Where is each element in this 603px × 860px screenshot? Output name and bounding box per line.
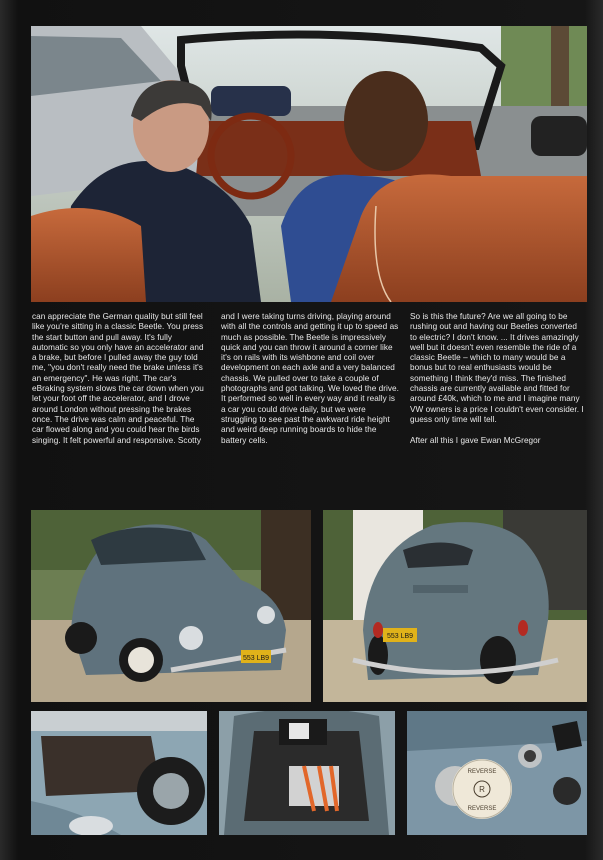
photo-electric-motor: [219, 711, 395, 835]
article-paragraph: After all this I gave Ewan McGregor: [410, 435, 541, 445]
article-column-3: [410, 312, 586, 446]
knob-text-top: REVERSE: [467, 769, 497, 775]
article-column-1: [32, 312, 208, 446]
photo-interior-driving: [31, 26, 587, 302]
article-paragraph: can appreciate the German quality but still feel like you're sitting in a classic Beetle. You press the start button and pull away. It's fully automatic so you only have an accelerator and a brake, but before I pulled away the guy told me, "you don't really need the brake unless it's an emergency". He was right. The car's eBraking system slows the car down when you let your foot off the accelerator, and I drove around London without pressing the brakes once. The drive was calm and peaceful. The car flowed along and you could hear the birds singing. It felt powerful and responsive. Scotty: [32, 312, 204, 445]
article-paragraph: and I were taking turns driving, playing around with all the controls and getting it up to speed as much as possible. The Beetle is impressively quick and you can throw it around a corner like it's on rails with its wishbone and coil over development on each axle and a very balanced chassis. We pulled over to take a couple of photographs and got talking. We loved the drive. It performed so well in every way and it really is a car you could drive daily, but we were struggling to see past the awkward ride height and weird deep running boards to hide the battery cells.: [221, 312, 399, 445]
rear-license-plate: 553 LB9: [386, 633, 414, 640]
knob-text-bottom: REVERSE: [467, 806, 497, 812]
photo-reverse-knob: [407, 711, 587, 835]
knob-letter: R: [479, 785, 485, 794]
front-license-plate: 553 LB9: [242, 655, 270, 662]
article-paragraph: So is this the future? Are we all going to be rushing out and having our Beetles converted to electric? I don't know. ... It drives amazingly well but it doesn't even resemble the ride of a classic Beetle – which to many would be a bonus but to real enthusiasts would be something I think they'd miss. The finished chassis are currently available and fitted for around £40k, which to me and I imagine many VW owners is a price I couldn't even consider. I guess only time will tell.: [410, 312, 584, 424]
article-column-2: [221, 312, 399, 446]
photo-beetle-front: [31, 510, 311, 702]
photo-spare-wheel: [31, 711, 207, 835]
photo-beetle-rear: [323, 510, 587, 702]
